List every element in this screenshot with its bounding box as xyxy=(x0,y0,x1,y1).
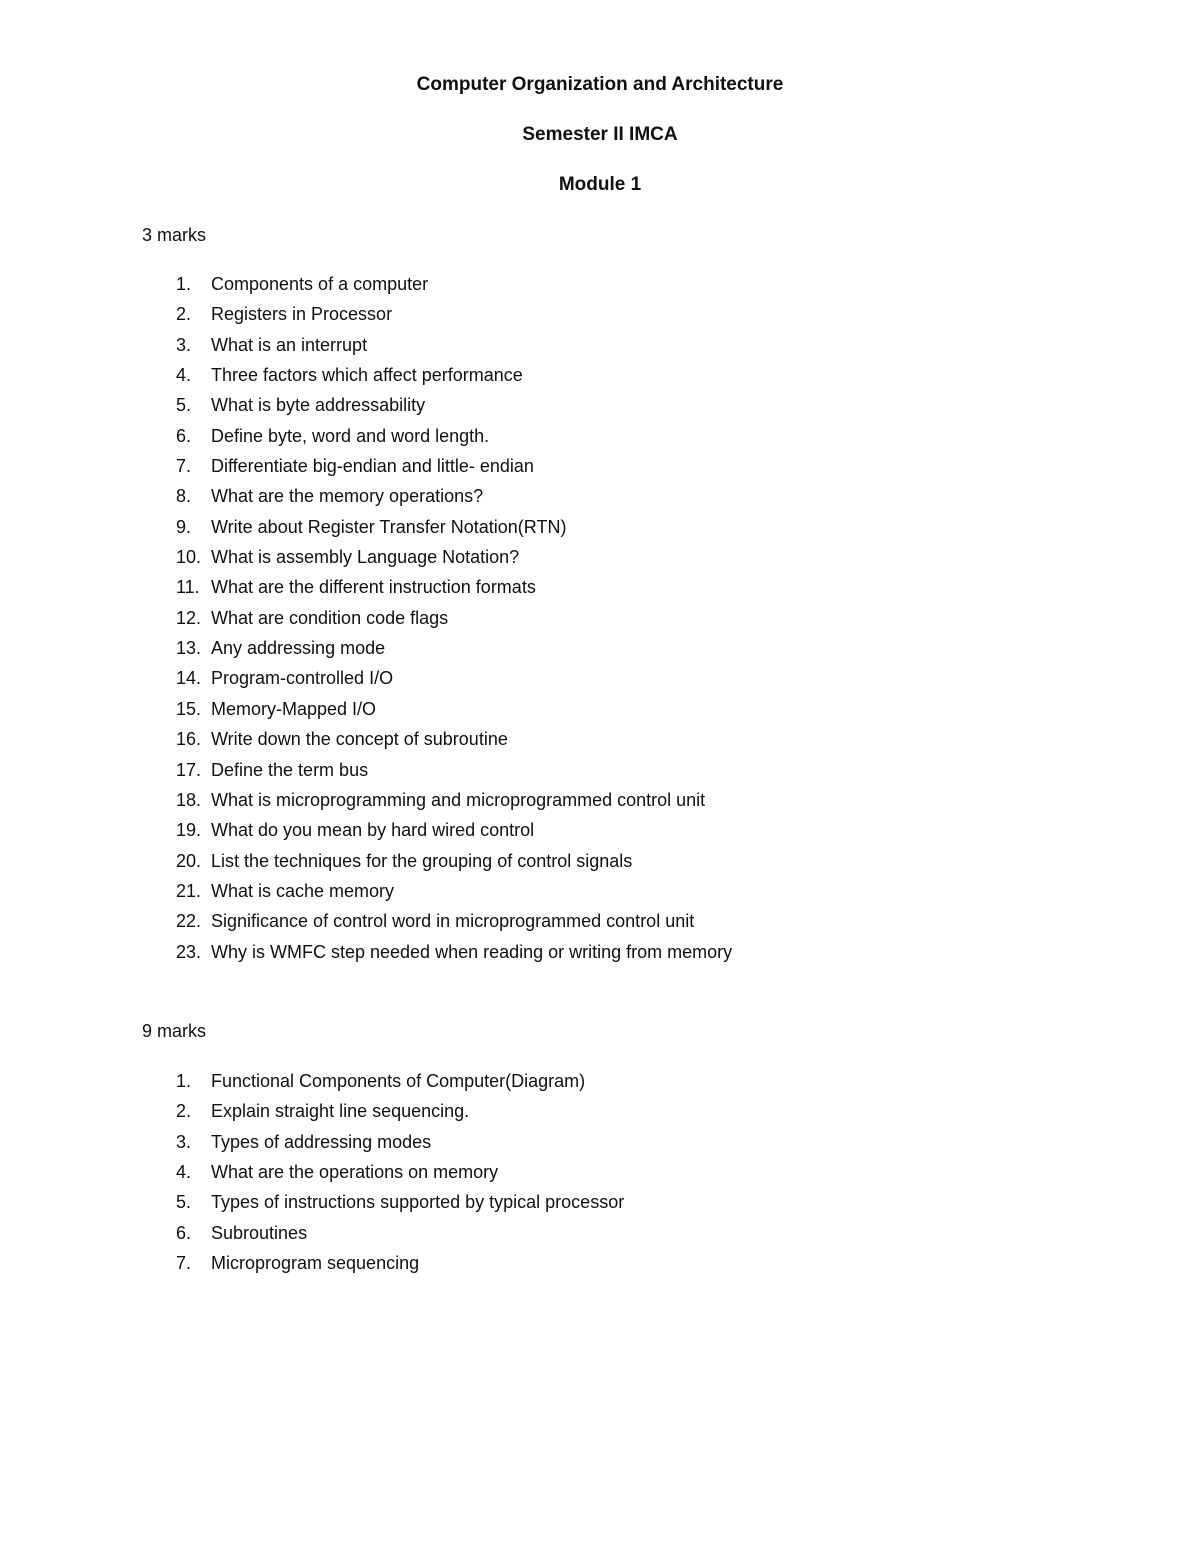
question-number: 13. xyxy=(176,638,202,659)
question-number: 20. xyxy=(176,850,202,871)
question-text: Microprogram sequencing xyxy=(211,1253,420,1274)
question-text: What are condition code flags xyxy=(211,607,449,628)
question-number: 2. xyxy=(176,304,192,325)
question-number: 7. xyxy=(176,1253,192,1274)
question-text: List the techniques for the grouping of control signals xyxy=(211,850,633,871)
question-text: Define byte, word and word length. xyxy=(211,425,490,446)
question-item xyxy=(176,727,732,757)
question-text: Memory-Mapped I/O xyxy=(211,698,377,719)
question-number: 23. xyxy=(176,941,202,962)
question-item xyxy=(176,940,732,970)
question-number: 4. xyxy=(176,1162,192,1183)
question-item xyxy=(176,1190,624,1220)
question-item xyxy=(176,1251,624,1281)
question-item xyxy=(176,302,732,332)
question-text: Program-controlled I/O xyxy=(211,668,394,689)
question-text: Differentiate big-endian and little- endian xyxy=(211,456,534,477)
question-text: Define the term bus xyxy=(211,759,369,780)
question-item xyxy=(176,636,732,666)
question-number: 1. xyxy=(176,1071,192,1091)
question-item xyxy=(176,333,732,363)
question-text: Types of instructions supported by typical processor xyxy=(211,1192,625,1213)
question-item xyxy=(176,788,732,818)
section-label-3-marks: 3 marks xyxy=(142,225,207,245)
question-item xyxy=(176,393,732,423)
question-list-9-marks xyxy=(176,1069,624,1281)
question-number: 3. xyxy=(176,1131,192,1152)
question-number: 6. xyxy=(176,425,192,446)
question-text: What is assembly Language Notation? xyxy=(211,547,520,568)
question-item xyxy=(176,849,732,879)
question-item xyxy=(176,484,732,514)
question-number: 8. xyxy=(176,486,192,507)
question-text: Three factors which affect performance xyxy=(211,365,523,386)
question-number: 3. xyxy=(176,334,192,355)
module-heading: Module 1 xyxy=(558,174,642,195)
question-text: Any addressing mode xyxy=(211,638,386,659)
question-item xyxy=(176,363,732,393)
question-text: Components of a computer xyxy=(211,274,429,294)
question-item xyxy=(176,666,732,696)
question-text: What do you mean by hard wired control xyxy=(211,820,535,841)
question-item xyxy=(176,1160,624,1190)
question-number: 2. xyxy=(176,1101,192,1122)
question-text: Significance of control word in microprogrammed control unit xyxy=(211,911,695,932)
question-number: 12. xyxy=(176,607,202,628)
question-item xyxy=(176,424,732,454)
question-number: 10. xyxy=(176,547,202,568)
question-text: What is microprogramming and microprogrammed control unit xyxy=(211,789,706,810)
question-item xyxy=(176,545,732,575)
question-number: 11. xyxy=(176,577,200,598)
question-text: What is cache memory xyxy=(211,880,395,901)
question-item xyxy=(176,606,732,636)
question-list-3-marks xyxy=(176,272,732,970)
question-text: Write about Register Transfer Notation(RTN) xyxy=(211,516,567,537)
question-item xyxy=(176,272,732,302)
question-number: 16. xyxy=(176,729,202,750)
question-number: 19. xyxy=(176,820,202,841)
question-text: Types of addressing modes xyxy=(211,1131,432,1152)
question-item xyxy=(176,1099,624,1129)
question-item xyxy=(176,515,732,545)
question-text: Write down the concept of subroutine xyxy=(211,729,508,750)
question-number: 18. xyxy=(176,789,202,810)
question-item xyxy=(176,1069,624,1099)
question-text: What is byte addressability xyxy=(211,395,426,416)
question-number: 4. xyxy=(176,365,192,386)
question-text: Registers in Processor xyxy=(211,304,393,325)
question-number: 21. xyxy=(176,880,202,901)
question-item xyxy=(176,1130,624,1160)
question-number: 7. xyxy=(176,456,192,477)
section-label-9-marks: 9 marks xyxy=(142,1021,207,1041)
question-text: What are the memory operations? xyxy=(211,486,484,507)
question-text: What are the operations on memory xyxy=(211,1162,499,1183)
semester-heading: Semester II IMCA xyxy=(522,124,678,145)
question-item xyxy=(176,1221,624,1251)
question-text: Why is WMFC step needed when reading or writing from memory xyxy=(211,941,733,962)
question-item xyxy=(176,454,732,484)
question-item xyxy=(176,575,732,605)
question-number: 5. xyxy=(176,1192,192,1213)
question-text: What is an interrupt xyxy=(211,334,368,355)
question-number: 17. xyxy=(176,759,202,780)
question-text: Functional Components of Computer(Diagram) xyxy=(211,1071,586,1091)
question-text: Subroutines xyxy=(211,1222,308,1243)
question-text: Explain straight line sequencing. xyxy=(211,1101,470,1122)
question-item xyxy=(176,697,732,727)
document-title: Computer Organization and Architecture xyxy=(416,74,784,95)
question-text: What are the different instruction formats xyxy=(211,577,536,598)
question-item xyxy=(176,909,732,939)
question-item xyxy=(176,879,732,909)
question-number: 14. xyxy=(176,668,202,689)
question-number: 9. xyxy=(176,516,192,537)
question-number: 1. xyxy=(176,274,192,294)
question-item xyxy=(176,758,732,788)
question-number: 15. xyxy=(176,698,202,719)
question-number: 5. xyxy=(176,395,192,416)
question-number: 22. xyxy=(176,911,202,932)
question-item xyxy=(176,818,732,848)
question-number: 6. xyxy=(176,1222,192,1243)
